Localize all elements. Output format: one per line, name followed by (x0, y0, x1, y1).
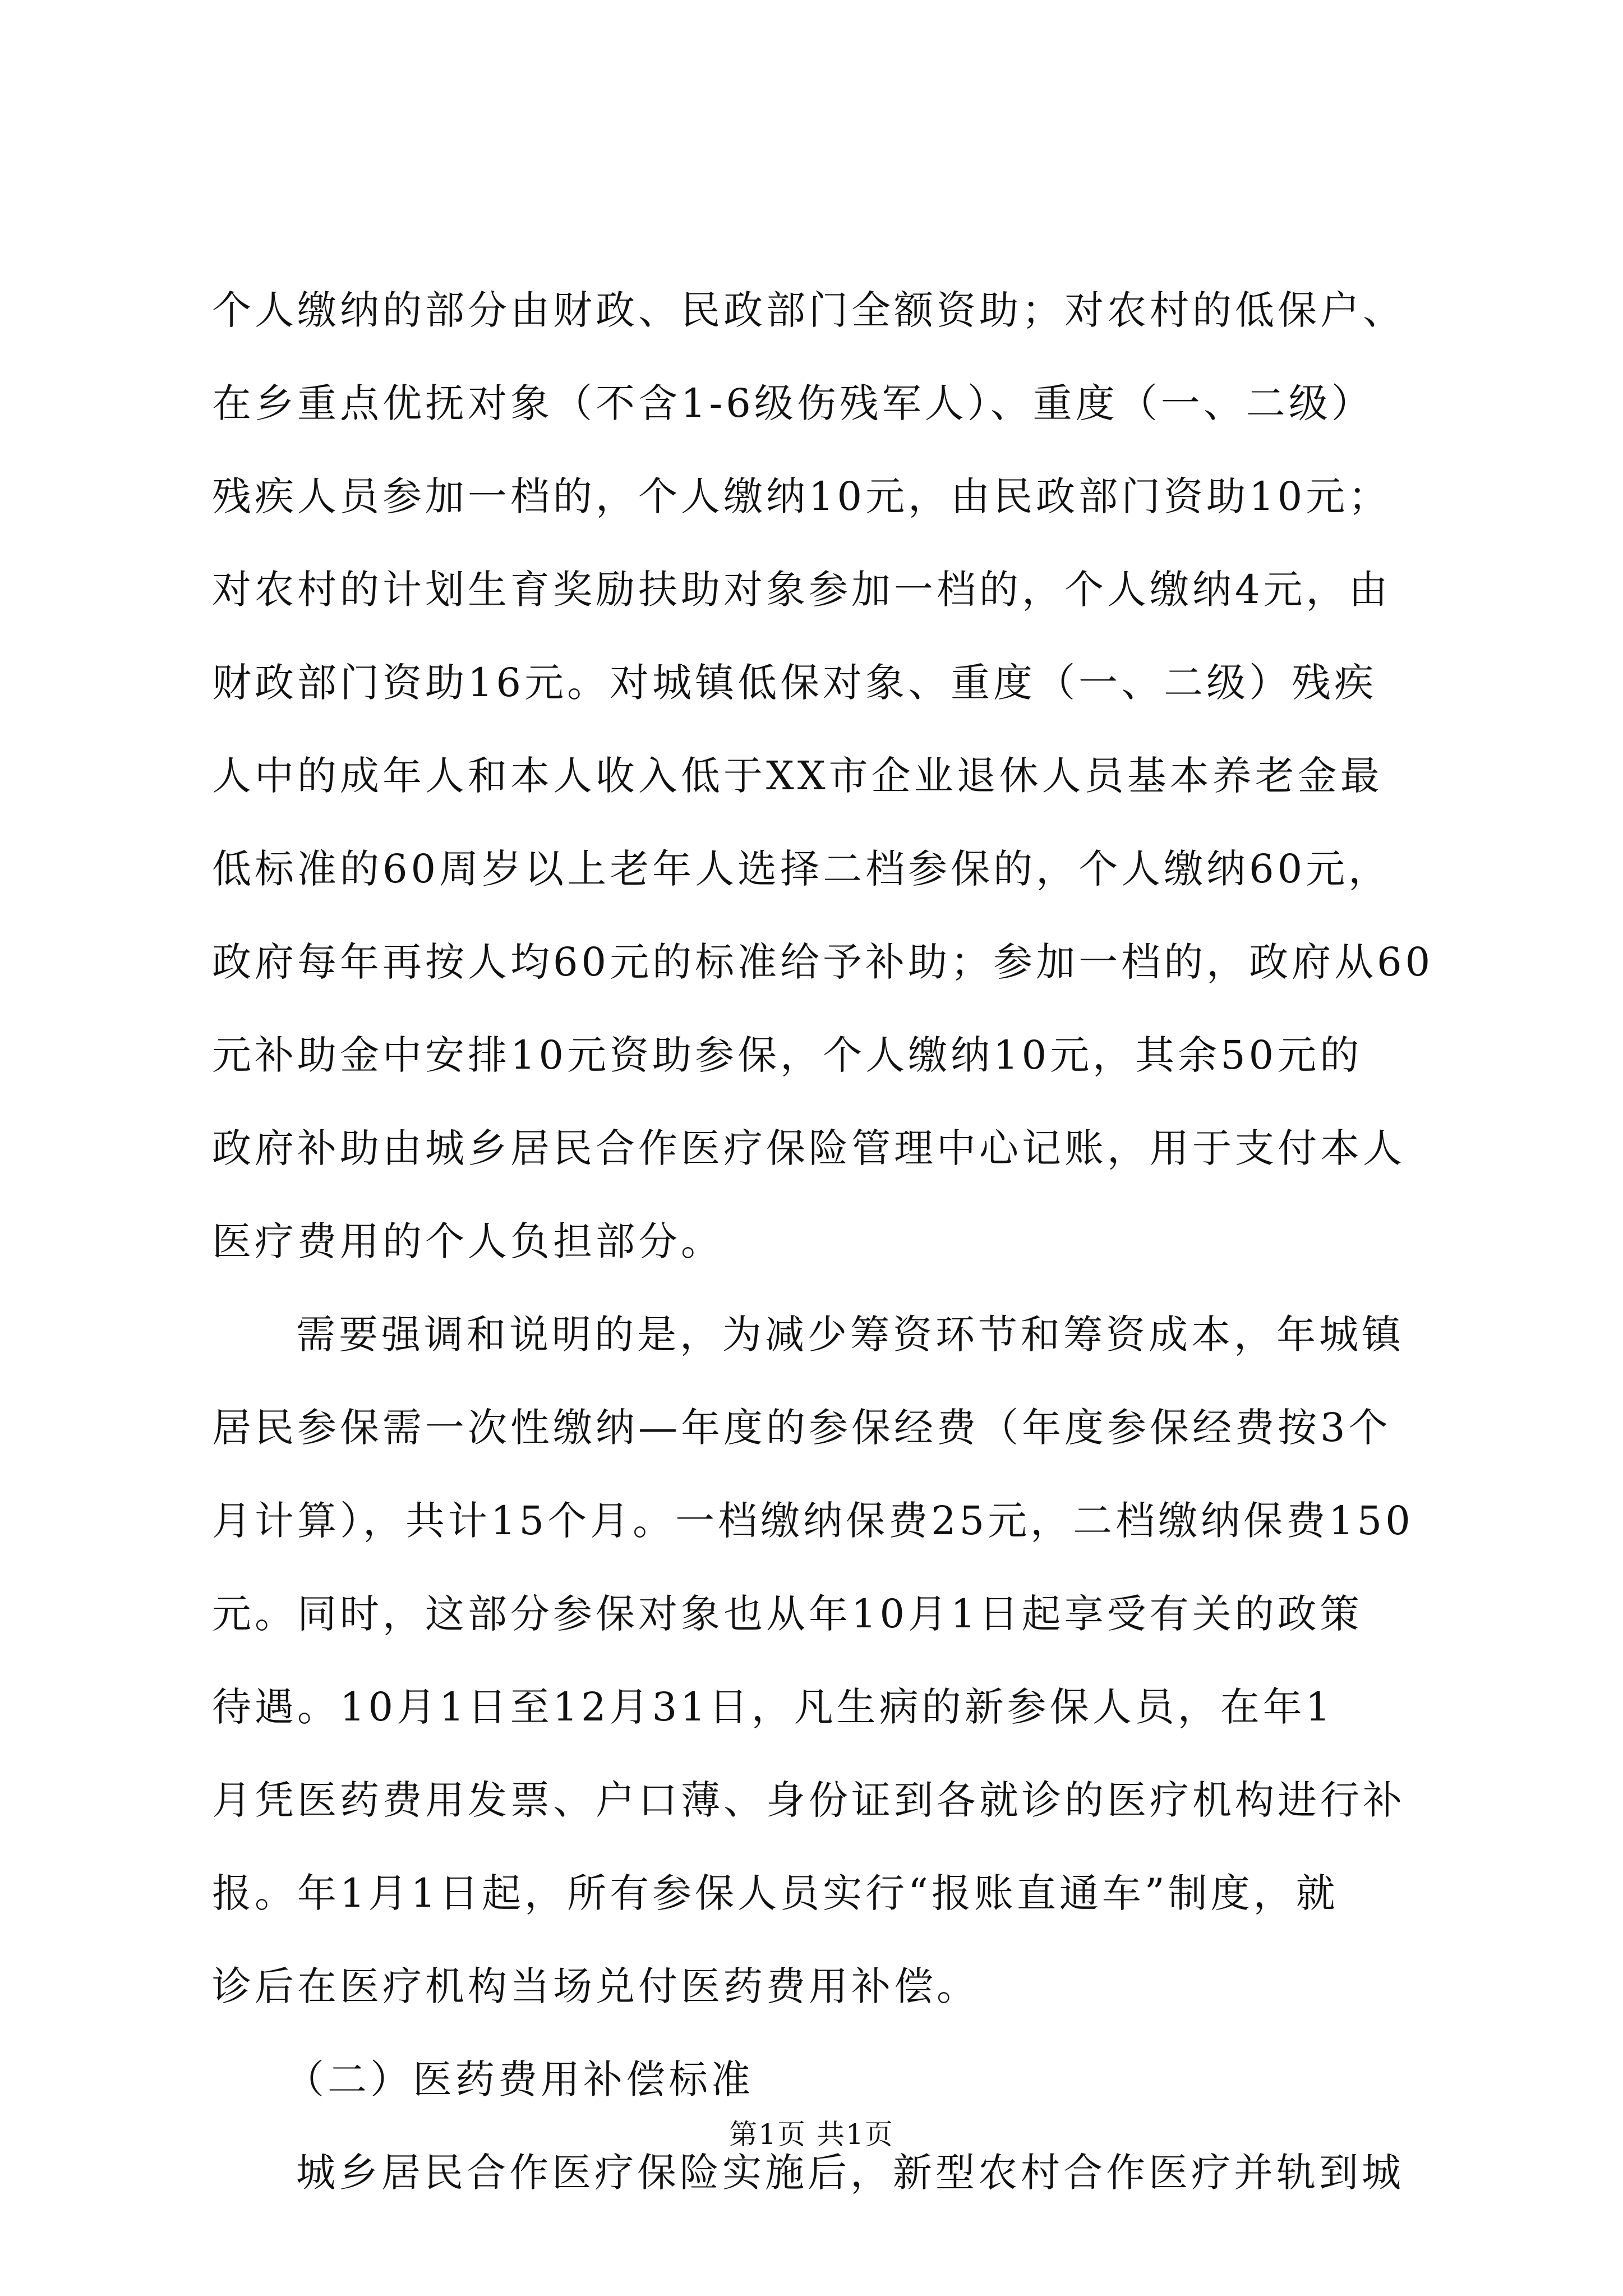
section-heading: （二）医药费用补偿标准 (285, 2056, 754, 2102)
text-line: 居民参保需一次性缴纳—年度的参保经费（年度参保经费按3个 (212, 1405, 1391, 1451)
paragraph-start-line: 城乡居民合作医疗保险实施后，新型农村合作医疗并轨到城 (296, 2150, 1404, 2196)
text-line: 医疗费用的个人负担部分。 (212, 1218, 723, 1264)
paragraph-start-line: 需要强调和说明的是，为减少筹资环节和筹资成本，年城镇 (296, 1312, 1404, 1358)
text-line: 政府每年再按人均60元的标准给予补助；参加一档的，政府从60 (212, 939, 1434, 985)
text-line: 在乡重点优抚对象（不含1-6级伤残军人）、重度（一、二级） (212, 380, 1374, 426)
text-line: 残疾人员参加一档的，个人缴纳10元，由民政部门资助10元； (212, 473, 1391, 519)
body-text (212, 264, 1435, 2219)
text-line: 低标准的60周岁以上老年人选择二档参保的，个人缴纳60元， (212, 846, 1391, 892)
text-line: 个人缴纳的部分由财政、民政部门全额资助；对农村的低保户、 (212, 287, 1405, 333)
text-line: 对农村的计划生育奖励扶助对象参加一档的，个人缴纳4元，由 (212, 567, 1391, 613)
page-footer: 第1页 共1页 (729, 2118, 894, 2151)
text-line: 诊后在医疗机构当场兑付医药费用补偿。 (212, 1963, 979, 2009)
text-line: 待遇。10月1日至12月31日，凡生病的新参保人员，在年1 (212, 1684, 1334, 1730)
text-line: 报。年1月1日起，所有参保人员实行“报账直通车”制度，就 (212, 1870, 1339, 1916)
text-line: 元补助金中安排10元资助参保，个人缴纳10元，其余50元的 (212, 1032, 1363, 1078)
text-line: 元。同时，这部分参保对象也从年10月1日起享受有关的政策 (212, 1591, 1363, 1637)
text-line: 政府补助由城乡居民合作医疗保险管理中心记账，用于支付本人 (212, 1125, 1405, 1171)
text-line: 月计算），共计15个月。一档缴纳保费25元，二档缴纳保费150 (212, 1498, 1414, 1544)
text-line: 财政部门资助16元。对城镇低保对象、重度（一、二级）残疾 (212, 660, 1377, 706)
text-line: 人中的成年人和本人收入低于XX市企业退休人员基本养老金最 (212, 753, 1383, 799)
text-line: 月凭医药费用发票、户口薄、身份证到各就诊的医疗机构进行补 (212, 1777, 1405, 1823)
